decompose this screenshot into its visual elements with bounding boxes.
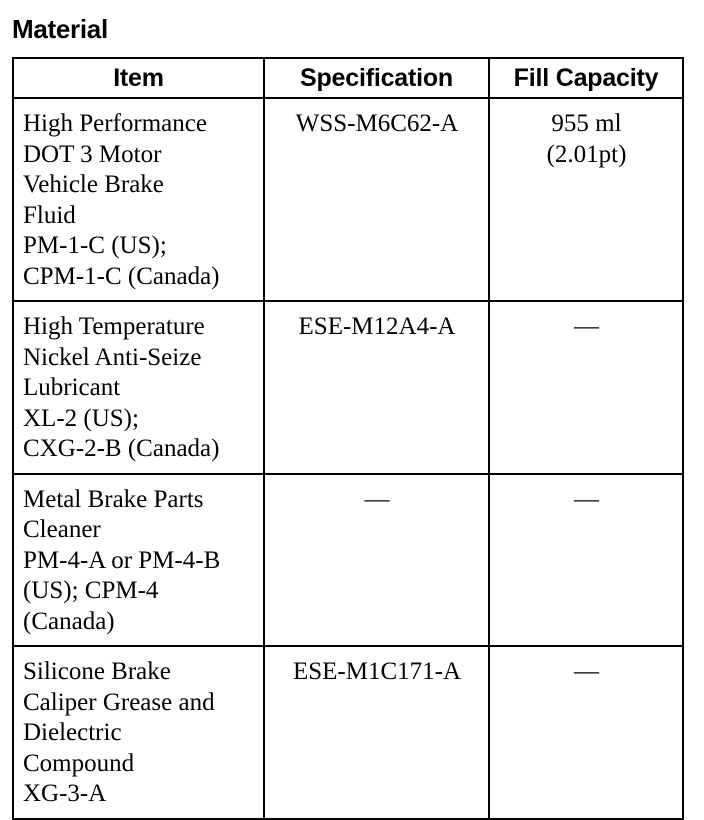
fill-capacity-line: — (574, 485, 599, 513)
item-cell (13, 98, 264, 301)
column-header-fill-capacity: Fill Capacity (489, 58, 683, 98)
item-line: PM-1-C (US); (23, 232, 167, 259)
item-line: Metal Brake Parts (23, 485, 204, 513)
item-line: Silicone Brake (23, 658, 171, 685)
fill-capacity-cell (489, 301, 683, 474)
table-row (13, 301, 683, 474)
item-line: Dielectric (23, 719, 122, 746)
item-line: Compound (23, 749, 135, 777)
fill-capacity-cell (489, 98, 683, 301)
item-cell (13, 646, 264, 819)
specification-value: ESE-M1C171-A (292, 658, 462, 685)
fill-capacity-line: (2.01pt) (546, 140, 627, 168)
fill-capacity-line: — (574, 658, 599, 685)
specification-cell (264, 98, 489, 301)
specification-cell (264, 646, 489, 819)
table-row (13, 98, 683, 301)
item-line: Lubricant (23, 374, 121, 401)
item-line: CPM-1-C (Canada) (23, 262, 220, 290)
item-line: Caliper Grease and (23, 688, 215, 716)
item-line: DOT 3 Motor (23, 140, 162, 168)
item-line: Fluid (23, 201, 76, 229)
item-cell (13, 474, 264, 647)
specification-cell (264, 301, 489, 474)
specification-cell (264, 474, 489, 647)
item-line: (US); CPM-4 (23, 577, 159, 604)
item-line: XG-3-A (23, 780, 107, 807)
item-line: (Canada) (23, 607, 115, 635)
item-line: PM-4-A or PM-4-B (23, 546, 221, 574)
item-line: Cleaner (23, 516, 101, 543)
fill-capacity-cell (489, 474, 683, 647)
item-line: High Temperature (23, 313, 205, 340)
item-line: CXG-2-B (Canada) (23, 435, 220, 462)
section-heading: Material (12, 14, 108, 44)
table-row (13, 646, 683, 819)
item-line: XL-2 (US); (23, 404, 139, 432)
fill-capacity-cell (489, 646, 683, 819)
item-line: Vehicle Brake (23, 171, 164, 198)
material-table (12, 57, 684, 820)
specification-value: WSS-M6C62-A (295, 110, 459, 137)
item-cell (13, 301, 264, 474)
fill-capacity-line: 955 ml (551, 110, 622, 137)
table-row (13, 474, 683, 647)
specification-value: ESE-M12A4-A (298, 313, 456, 340)
specification-value: — (364, 485, 390, 513)
item-line: Nickel Anti-Seize (23, 343, 202, 371)
fill-capacity-line: — (574, 313, 599, 340)
item-line: High Performance (23, 110, 207, 137)
column-header-item: Item (13, 58, 264, 98)
table-header-row (13, 58, 683, 98)
column-header-specification: Specification (264, 58, 489, 98)
